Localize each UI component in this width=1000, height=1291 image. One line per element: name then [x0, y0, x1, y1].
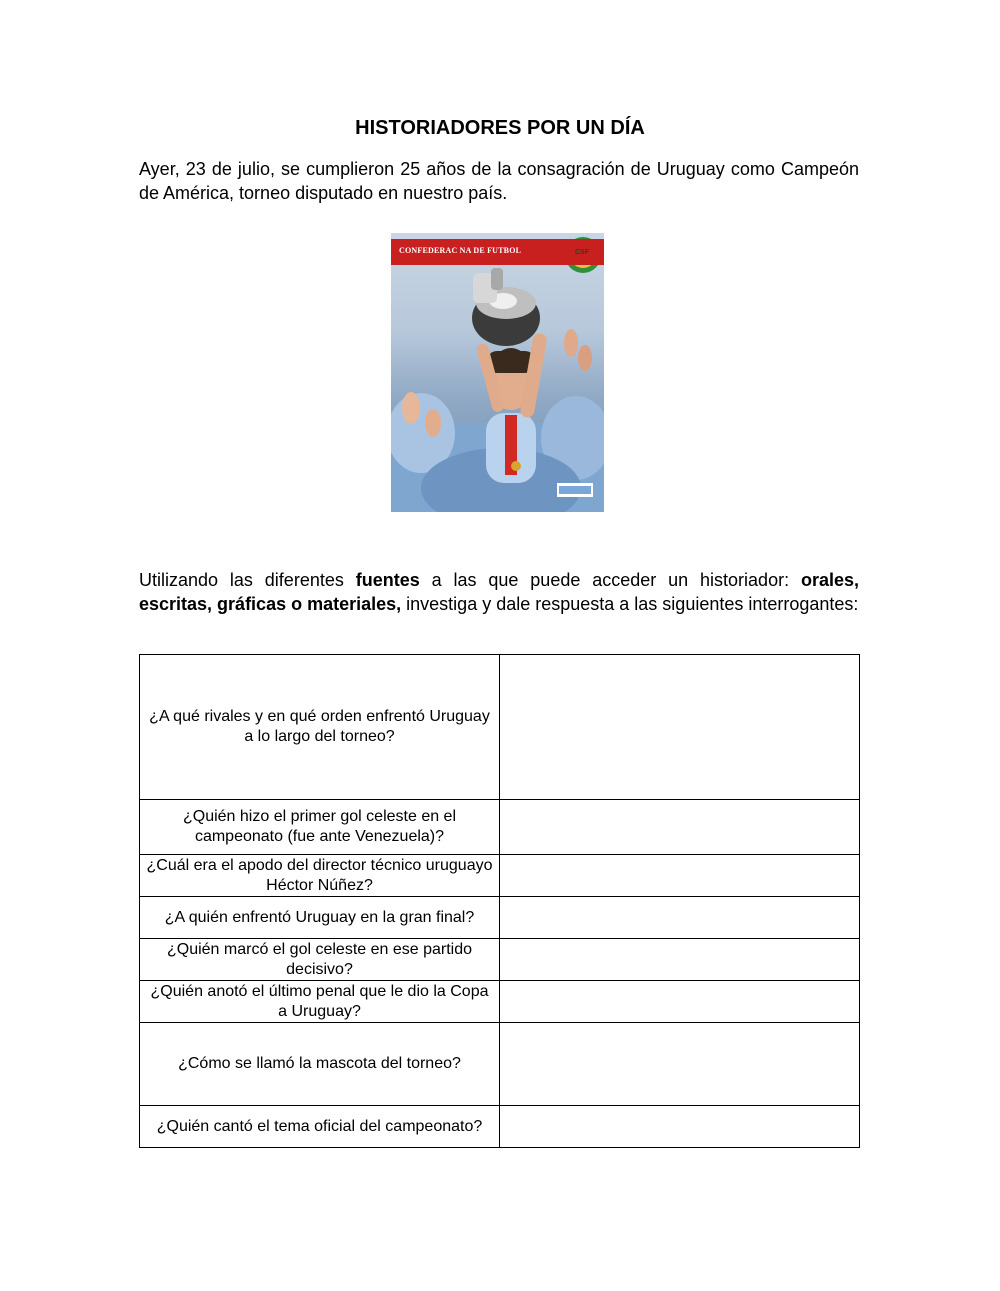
intro-paragraph: Ayer, 23 de julio, se cumplieron 25 años de la consagración de Uruguay como Campeón de América, torneo disputado en nuestro país. — [139, 159, 859, 203]
page-title: HISTORIADORES POR UN DÍA — [355, 117, 645, 139]
table-row — [140, 1023, 860, 1106]
instructions-text-2: a las que puede acceder un historiador: — [419, 570, 801, 590]
instructions-paragraph — [139, 568, 859, 616]
cover-badge-text: CSF — [575, 249, 589, 256]
table-row — [140, 855, 860, 897]
cover-header-band — [391, 239, 604, 265]
question-cell: ¿Quién anotó el último penal que le dio la Copa a Uruguay? — [140, 981, 500, 1023]
table-row — [140, 1106, 860, 1148]
question-cell: ¿Quién marcó el gol celeste en ese partido decisivo? — [140, 939, 500, 981]
question-cell: ¿Quién hizo el primer gol celeste en el campeonato (fue ante Venezuela)? — [140, 800, 500, 855]
table-row — [140, 897, 860, 939]
table-row — [140, 981, 860, 1023]
instructions-text-3: investiga y dale respuesta a las siguientes interrogantes: — [401, 594, 859, 614]
cover-photo — [391, 233, 604, 512]
answer-cell[interactable] — [500, 939, 860, 981]
cover-header-text: CONFEDERAC NA DE FUTBOL — [399, 246, 522, 255]
table-row — [140, 939, 860, 981]
answer-cell[interactable] — [500, 655, 860, 800]
answer-cell[interactable] — [500, 897, 860, 939]
answer-cell[interactable] — [500, 1023, 860, 1106]
answer-cell[interactable] — [500, 855, 860, 897]
question-cell: ¿A quién enfrentó Uruguay en la gran final? — [140, 897, 500, 939]
instructions-bold-fuentes: fuentes — [355, 570, 420, 590]
table-row — [140, 655, 860, 800]
question-cell: ¿Cómo se llamó la mascota del torneo? — [140, 1023, 500, 1106]
answer-cell[interactable] — [500, 1106, 860, 1148]
answer-cell[interactable] — [500, 981, 860, 1023]
instructions-bold-sources: orales, escritas, gráficas o materiales, — [139, 570, 860, 614]
questions-table — [139, 654, 860, 1148]
magazine-cover-image — [391, 233, 604, 512]
table-row — [140, 800, 860, 855]
question-cell: ¿Quién cantó el tema oficial del campeonato? — [140, 1106, 500, 1148]
instructions-text-1: Utilizando las diferentes — [139, 570, 356, 590]
question-cell: ¿A qué rivales y en qué orden enfrentó Uruguay a lo largo del torneo? — [140, 655, 500, 800]
question-cell: ¿Cuál era el apodo del director técnico uruguayo Héctor Núñez? — [140, 855, 500, 897]
answer-cell[interactable] — [500, 800, 860, 855]
